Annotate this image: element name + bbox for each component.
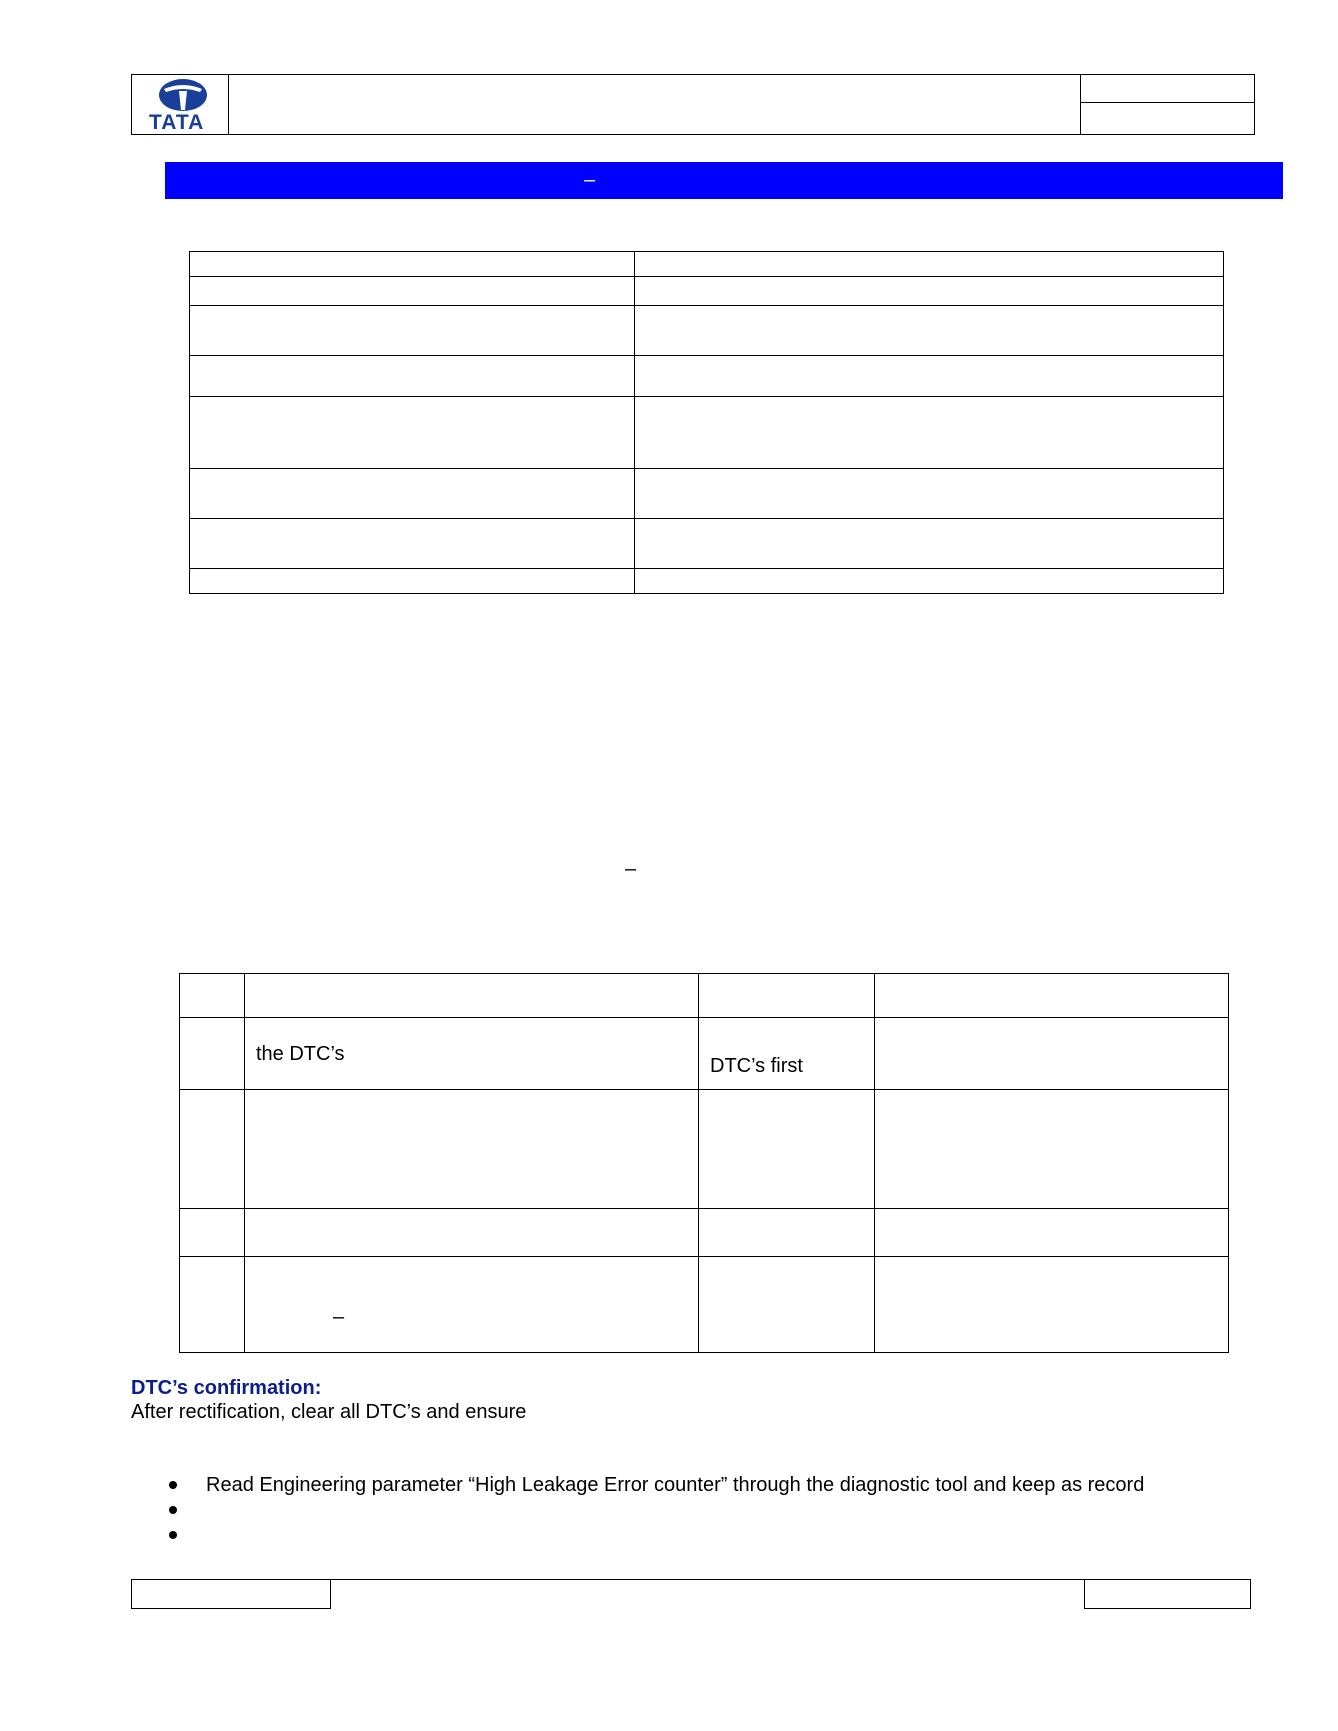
tata-emblem-icon: [148, 76, 218, 114]
info-table-row-line: [189, 355, 1224, 356]
footer-right-box: [1084, 1579, 1251, 1609]
table-cell-dtc-first: DTC’s first: [710, 1055, 803, 1077]
info-table-row-line: [189, 305, 1224, 306]
header-frame: [131, 74, 1255, 135]
header-divider-right: [1080, 74, 1081, 135]
info-table-row-line: [189, 518, 1224, 519]
info-table-col-divider: [634, 251, 635, 594]
bullet-item: Read Engineering parameter “High Leakage Error counter” through the diagnostic tool and keep as record: [206, 1474, 1145, 1496]
section-dash: –: [625, 858, 637, 880]
tata-logo: [148, 76, 218, 134]
confirmation-text: After rectification, clear all DTC’s and ensure: [131, 1401, 527, 1423]
bullet-dot: [169, 1531, 177, 1539]
section-banner: [165, 162, 1283, 199]
procedure-table-row-line: [179, 1208, 1229, 1209]
tata-logo-text: TATA: [149, 111, 205, 134]
procedure-table-row-line: [179, 1089, 1229, 1090]
bullet-dot: [169, 1481, 177, 1489]
procedure-table-col-divider: [244, 973, 245, 1353]
info-table-row-line: [189, 468, 1224, 469]
info-table-row-line: [189, 276, 1224, 277]
footer-line: [331, 1579, 1084, 1580]
info-table-row-line: [189, 568, 1224, 569]
table-cell-dtc: the DTC’s: [256, 1043, 345, 1065]
banner-dash: –: [584, 169, 596, 191]
procedure-table-row-line: [179, 1256, 1229, 1257]
procedure-table-col-divider: [698, 973, 699, 1353]
procedure-table-col-divider: [874, 973, 875, 1353]
info-table-row-line: [189, 396, 1224, 397]
table-cell-dash: –: [333, 1306, 345, 1328]
bullet-dot: [169, 1506, 177, 1514]
header-right-split: [1080, 102, 1255, 103]
info-table: [189, 251, 1224, 594]
procedure-table-row-line: [179, 1017, 1229, 1018]
footer-left-box: [131, 1579, 331, 1609]
procedure-table: [179, 973, 1229, 1353]
confirmation-heading: DTC’s confirmation:: [131, 1377, 322, 1399]
header-divider-left: [228, 74, 229, 135]
